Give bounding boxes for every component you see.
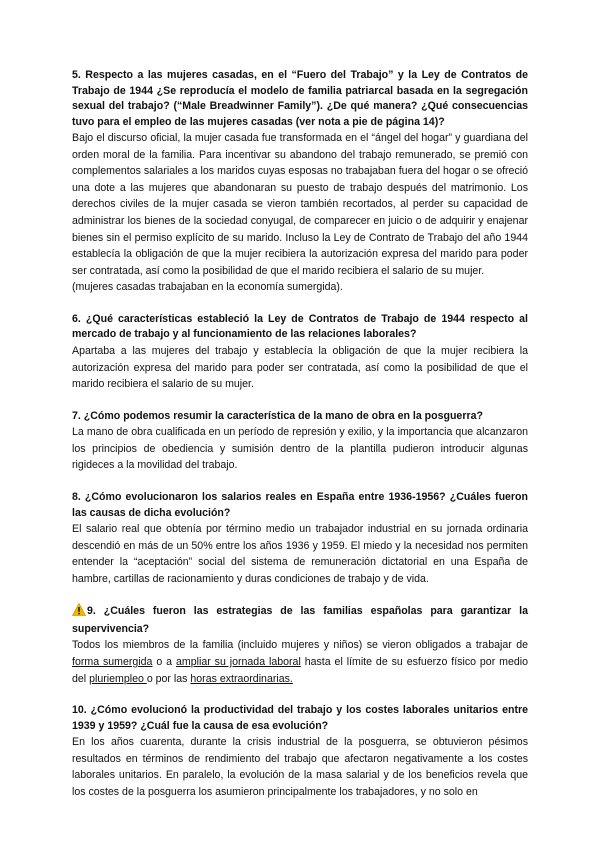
question-6-heading: 6. ¿Qué características estableció la Ley de Contratos de Trabajo de 1944 respecto al mercado de trabajo y al funcionamiento de las relaciones laborales? bbox=[72, 312, 528, 341]
answer-text: o a bbox=[152, 655, 176, 668]
question-9-heading: 9. ¿Cuáles fueron las estrategias de las familias españolas para garantizar la supervivencia? bbox=[72, 605, 528, 635]
underlined-phrase: forma sumergida bbox=[72, 655, 153, 668]
underlined-phrase: ampliar su jornada laboral bbox=[176, 655, 301, 668]
question-10-heading: 10. ¿Cómo evolucionó la productividad del trabajo y los costes laborales unitarios entre 1939 y 1959? ¿Cuál fue la causa de esa evolución? bbox=[72, 704, 528, 732]
answer-text: hasta el límite de su esfuerzo físico por medio del bbox=[72, 655, 528, 685]
answer-text: o por las bbox=[146, 672, 191, 685]
question-7-answer: La mano de obra cualificada en un período de represión y exilio, y la importancia que alcanzaron los principios de obediencia y sumisión dentro de la plantilla pudieron introducir algunas rigideces a la movilidad del trabajo. bbox=[72, 426, 528, 472]
question-9-heading-row bbox=[72, 603, 528, 637]
question-10-answer: En los años cuarenta, durante la crisis industrial de la posguerra, se obtuvieron pésimos resultados en términos de rendimiento del trabajo que afectaron negativamente a los costes laborales unitarios. En paralelo, la evolución de la masa salarial y de los beneficios revela que los costes de la posguerra los asumieron principalmente los trabajadores, y no solo en bbox=[72, 736, 528, 798]
underlined-phrase: horas extraordinarias. bbox=[190, 672, 293, 685]
question-7 bbox=[72, 409, 528, 474]
question-8-heading: 8. ¿Cómo evolucionaron los salarios reales en España entre 1936-1956? ¿Cuáles fueron las causas de dicha evolución? bbox=[72, 491, 528, 519]
question-10 bbox=[72, 703, 528, 800]
document-page bbox=[72, 68, 528, 817]
warning-icon bbox=[72, 603, 86, 622]
question-5-answer-note: (mujeres casadas trabajaban en la economía sumergida). bbox=[72, 281, 343, 294]
question-5-answer bbox=[72, 130, 528, 296]
question-7-heading: 7. ¿Cómo podemos resumir la característica de la mano de obra en la posguerra? bbox=[72, 409, 483, 422]
answer-text: Todos los miembros de la familia (incluido mujeres y niños) se vieron obligados a trabajar de bbox=[72, 639, 528, 652]
question-8 bbox=[72, 490, 528, 587]
question-9 bbox=[72, 603, 528, 687]
question-6 bbox=[72, 312, 528, 393]
question-9-answer bbox=[72, 637, 528, 687]
question-5-answer-text: Bajo el discurso oficial, la mujer casada fue transformada en el “ángel del hogar” y guardiana del orden moral de la familia. Para incentivar su abandono del trabajo remunerado, se premió con complementos salariales a los maridos cuyas esposas no trabajaban fuera del hogar o se ofreció una dote a las mujeres que abandonaran su puesto de trabajo después del matrimonio. Los derechos civiles de la mujer casada se vieron también recortados, al perder su capacidad de administrar los bienes de la sociedad conyugal, de comparecer en juicio o de adquirir y enajenar bienes sin el permiso explícito de su marido. Incluso la Ley de Contrato de Trabajo del año 1944 establecía la obligación de que la mujer recibiera la autorización expresa del marido para poder ser contratada, así como la posibilidad de que el marido recibiera el salario de su mujer. bbox=[72, 132, 528, 277]
question-6-answer: Apartaba a las mujeres del trabajo y establecía la obligación de que la mujer recibiera la autorización expresa del marido para poder ser contratada, así como la posibilidad de que el marido recibiera el salario de su mujer. bbox=[72, 344, 528, 391]
underlined-phrase: pluriempleo bbox=[89, 672, 147, 685]
question-8-answer: El salario real que obtenía por término medio un trabajador industrial en su jornada ordinaria descendió en más de un 50% entre los años 1936 y 1959. El miedo y la necesidad nos permiten entender la “aceptación” social del sistema de remuneración dictatorial en una España de hambre, cartillas de racionamiento y duras condiciones de trabajo y de vida. bbox=[72, 523, 528, 585]
question-5 bbox=[72, 68, 528, 296]
question-5-heading: 5. Respecto a las mujeres casadas, en el “Fuero del Trabajo” y la Ley de Contratos de Trabajo de 1944 ¿Se reproducía el modelo de familia patriarcal basada en la segregación sexual del trabajo? (“Male Breadwinner Family”). ¿De qué manera? ¿Qué consecuencias tuvo para el empleo de las mujeres casadas (ver nota a pie de página 14)? bbox=[72, 69, 528, 128]
